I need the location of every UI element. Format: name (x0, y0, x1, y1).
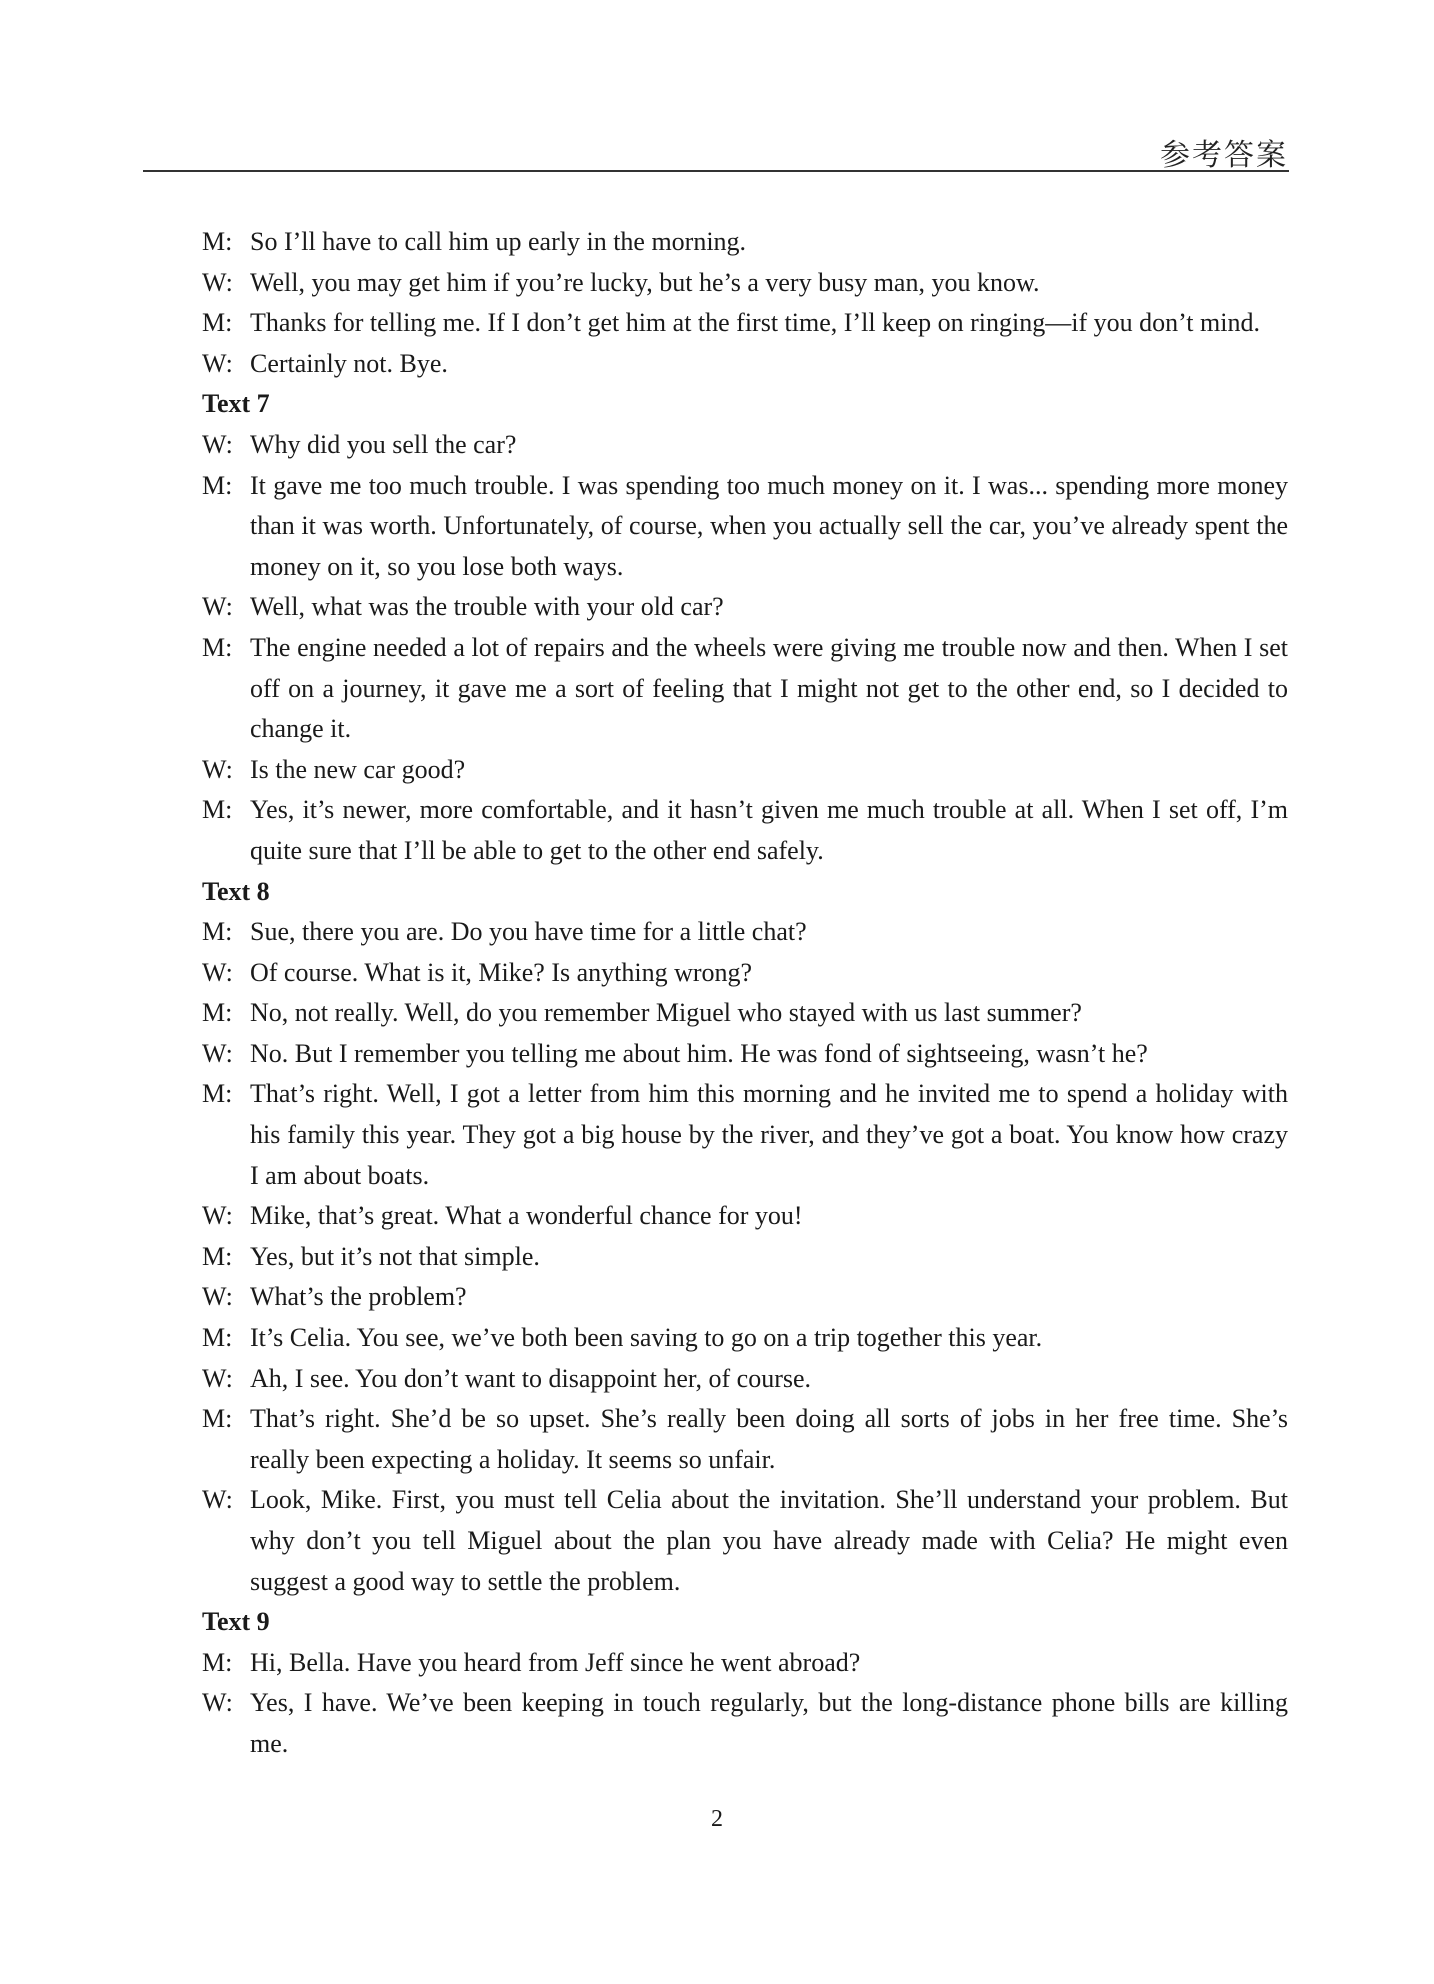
dialogue-line (202, 1318, 1288, 1359)
transcript-body (202, 222, 1288, 1765)
dialogue-text: Certainly not. Bye. (250, 348, 448, 378)
dialogue-text: It gave me too much trouble. I was spending too much money on it. I was... spending more money than it was worth. Unfortunately, of course, when you actually sell the car, you’ve already spent the money on it, so you lose both ways. (250, 470, 1288, 581)
dialogue-line (202, 1277, 1288, 1318)
speaker-label: M: (202, 1647, 233, 1677)
dialogue-line (202, 303, 1288, 344)
dialogue-text: Mike, that’s great. What a wonderful chance for you! (250, 1201, 803, 1231)
speaker-label: M: (202, 1404, 233, 1434)
dialogue-line (202, 1034, 1288, 1075)
dialogue-line (202, 993, 1288, 1034)
speaker-label: M: (202, 308, 233, 338)
speaker-label: M: (202, 917, 233, 947)
dialogue-text: Why did you sell the car? (250, 429, 517, 459)
dialogue-line (202, 953, 1288, 994)
dialogue-text: Of course. What is it, Mike? Is anything wrong? (250, 957, 753, 987)
section-heading: Text 8 (202, 876, 270, 906)
speaker-label: W: (202, 1363, 233, 1393)
dialogue-text: Thanks for telling me. If I don’t get him at the first time, I’ll keep on ringing—if you don’t mind. (250, 308, 1260, 338)
dialogue-text: Well, what was the trouble with your old car? (250, 592, 724, 622)
dialogue-text: No. But I remember you telling me about him. He was fond of sightseeing, wasn’t he? (250, 1038, 1148, 1068)
dialogue-line (202, 1480, 1288, 1602)
dialogue-line (202, 466, 1288, 588)
speaker-label: W: (202, 267, 233, 297)
header-title: 参考答案 (1160, 138, 1288, 173)
speaker-label: M: (202, 227, 233, 256)
dialogue-line (202, 222, 1288, 263)
speaker-label: W: (202, 592, 233, 622)
dialogue-text: Hi, Bella. Have you heard from Jeff since he went abroad? (250, 1647, 861, 1677)
dialogue-line (202, 912, 1288, 953)
dialogue-text: No, not really. Well, do you remember Miguel who stayed with us last summer? (250, 998, 1082, 1028)
speaker-label: W: (202, 1688, 233, 1718)
section-heading: Text 7 (202, 389, 270, 419)
dialogue-line (202, 790, 1288, 871)
dialogue-text: Look, Mike. First, you must tell Celia about the invitation. She’ll understand your problem. But why don’t you tell Miguel about the plan you have already made with Celia? He might even suggest a good way to settle the problem. (250, 1485, 1288, 1596)
speaker-label: W: (202, 348, 233, 378)
speaker-label: W: (202, 754, 233, 784)
dialogue-text: That’s right. She’d be so upset. She’s really been doing all sorts of jobs in her free time. She’s really been expecting a holiday. It seems so unfair. (250, 1404, 1288, 1474)
speaker-label: M: (202, 1241, 233, 1271)
dialogue-text: That’s right. Well, I got a letter from him this morning and he invited me to spend a holiday with his family this year. They got a big house by the river, and they’ve got a boat. You know how crazy I am about boats. (250, 1079, 1288, 1190)
speaker-label: M: (202, 795, 233, 825)
dialogue-line (202, 1683, 1288, 1764)
dialogue-text: Yes, I have. We’ve been keeping in touch regularly, but the long-distance phone bills are killing me. (250, 1688, 1288, 1758)
speaker-label: W: (202, 1038, 233, 1068)
dialogue-text: Ah, I see. You don’t want to disappoint her, of course. (250, 1363, 812, 1393)
dialogue-line (202, 628, 1288, 750)
speaker-label: W: (202, 1485, 233, 1515)
dialogue-text: So I’ll have to call him up early in the morning. (250, 227, 747, 256)
dialogue-text: Sue, there you are. Do you have time for a little chat? (250, 917, 807, 947)
dialogue-text: The engine needed a lot of repairs and the wheels were giving me trouble now and then. When I set off on a journey, it gave me a sort of feeling that I might not get to the other end, so I decided to change it. (250, 632, 1288, 744)
header-rule (143, 170, 1289, 172)
dialogue-line (202, 587, 1288, 628)
dialogue-text: What’s the problem? (250, 1282, 467, 1312)
section-heading: Text 9 (202, 1607, 270, 1637)
dialogue-text: Is the new car good? (250, 754, 466, 784)
speaker-label: M: (202, 998, 233, 1028)
speaker-label: W: (202, 1201, 233, 1231)
speaker-label: W: (202, 429, 233, 459)
speaker-label: W: (202, 1282, 233, 1312)
speaker-label: M: (202, 632, 233, 662)
page-number: 2 (711, 1806, 723, 1832)
dialogue-line (202, 1074, 1288, 1196)
dialogue-text: Well, you may get him if you’re lucky, but he’s a very busy man, you know. (250, 267, 1040, 297)
dialogue-line (202, 1399, 1288, 1480)
speaker-label: M: (202, 1079, 233, 1109)
dialogue-text: Yes, but it’s not that simple. (250, 1241, 540, 1271)
speaker-label: M: (202, 470, 233, 500)
speaker-label: M: (202, 1323, 233, 1353)
dialogue-line (202, 263, 1288, 304)
dialogue-text: Yes, it’s newer, more comfortable, and it hasn’t given me much trouble at all. When I set off, I’m quite sure that I’ll be able to get to the other end safely. (250, 795, 1288, 865)
dialogue-line (202, 1196, 1288, 1237)
dialogue-line (202, 1359, 1288, 1400)
dialogue-line (202, 425, 1288, 466)
dialogue-line (202, 1643, 1288, 1684)
speaker-label: W: (202, 957, 233, 987)
dialogue-line (202, 1237, 1288, 1278)
dialogue-line (202, 750, 1288, 791)
dialogue-text: It’s Celia. You see, we’ve both been saving to go on a trip together this year. (250, 1323, 1043, 1353)
dialogue-line (202, 344, 1288, 385)
